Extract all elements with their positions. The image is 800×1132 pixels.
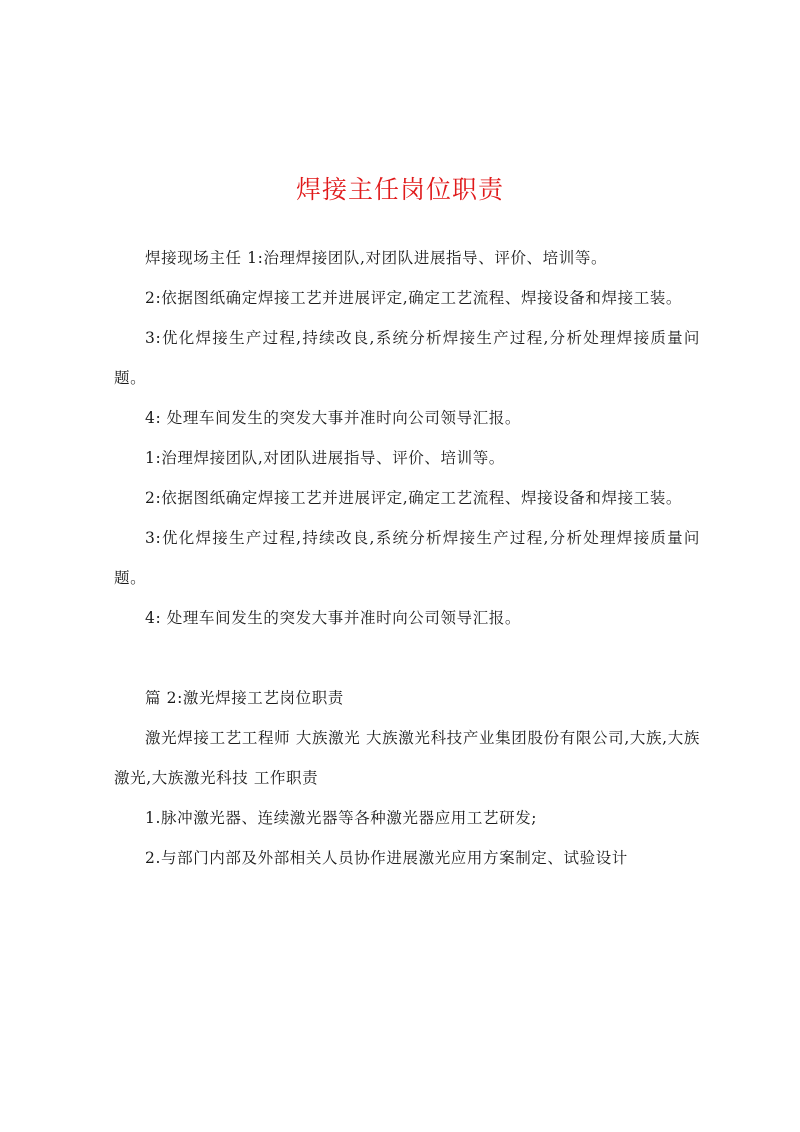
paragraph: 激光焊接工艺工程师 大族激光 大族激光科技产业集团股份有限公司,大族,大族激光,大族激光科技 工作职责 [114, 729, 700, 787]
paragraph: 3:优化焊接生产过程,持续改良,系统分析焊接生产过程,分析处理焊接质量问题。 [114, 529, 700, 587]
paragraph: 2.与部门内部及外部相关人员协作进展激光应用方案制定、试验设计 [145, 849, 628, 867]
section-heading: 篇 2:激光焊接工艺岗位职责 [145, 689, 344, 707]
paragraph: 4: 处理车间发生的突发大事并准时向公司领导汇报。 [145, 609, 522, 627]
section-spacer [114, 638, 700, 678]
paragraph: 4: 处理车间发生的突发大事并准时向公司领导汇报。 [145, 409, 522, 427]
paragraph: 2:依据图纸确定焊接工艺并进展评定,确定工艺流程、焊接设备和焊接工装。 [145, 489, 683, 507]
paragraph: 1:治理焊接团队,对团队进展指导、评价、培训等。 [145, 449, 505, 467]
paragraph: 2:依据图纸确定焊接工艺并进展评定,确定工艺流程、焊接设备和焊接工装。 [145, 289, 683, 307]
paragraph: 1.脉冲激光器、连续激光器等各种激光器应用工艺研发; [145, 809, 538, 827]
paragraph: 焊接现场主任 1:治理焊接团队,对团队进展指导、评价、培训等。 [145, 249, 608, 267]
document-body [114, 238, 700, 878]
document-title: 焊接主任岗位职责 [295, 175, 504, 204]
paragraph: 3:优化焊接生产过程,持续改良,系统分析焊接生产过程,分析处理焊接质量问题。 [114, 329, 700, 387]
